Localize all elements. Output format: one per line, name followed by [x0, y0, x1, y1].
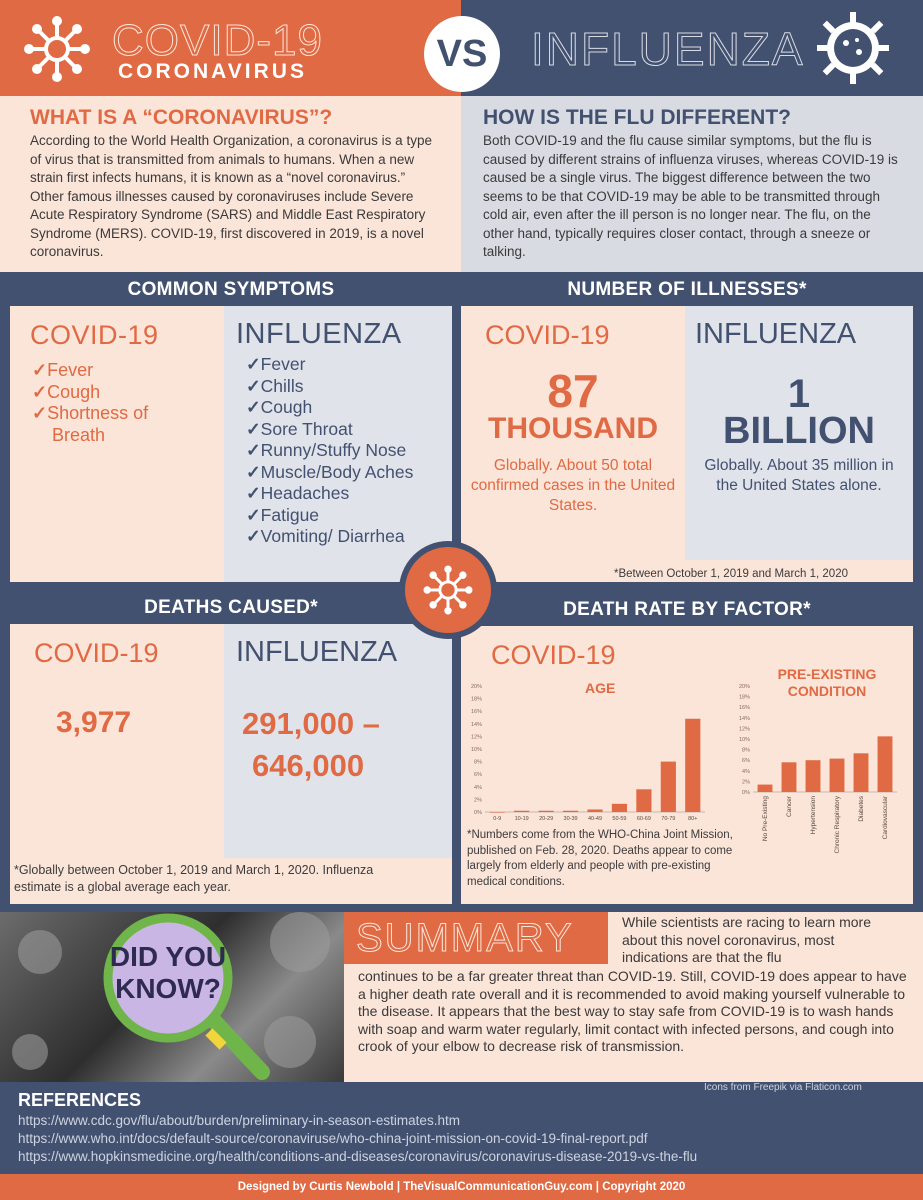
- y-tick-label: 18%: [738, 694, 750, 701]
- y-tick-label: 0%: [474, 810, 482, 816]
- y-tick-label: 0%: [742, 790, 750, 796]
- intro-coronavirus-heading: WHAT IS A “CORONAVIRUS”?: [30, 106, 333, 129]
- bar: [878, 736, 893, 792]
- list-item: ✓ Sore Throat: [246, 419, 451, 441]
- x-tick-label: Chronic Respiratory: [834, 796, 841, 854]
- list-item: ✓ Runny/Stuffy Nose: [246, 440, 451, 462]
- bar: [830, 759, 845, 792]
- x-tick-label: 50-59: [612, 816, 627, 822]
- illnesses-covid-unit: THOUSAND: [488, 412, 658, 445]
- x-tick-label: Cardiovascular: [882, 796, 889, 840]
- y-tick-label: 14%: [738, 715, 750, 722]
- vs-badge: VS: [424, 16, 500, 92]
- y-tick-label: 16%: [470, 709, 482, 716]
- header-covid-banner: [0, 0, 461, 96]
- y-tick-label: 20%: [738, 684, 750, 690]
- summary-text-top: While scientists are racing to learn more about this novel coronavirus, most indications are that the flu: [622, 914, 871, 965]
- deaths-footnote: *Globally between October 1, 2019 and March 1, 2020. Influenza estimate is a global average each year.: [14, 863, 374, 894]
- footer-credit: Designed by Curtis Newbold | TheVisualCommunicationGuy.com | Copyright 2020: [0, 1174, 923, 1200]
- illnesses-covid-number: 87: [547, 365, 599, 417]
- x-tick-label: Cancer: [786, 796, 793, 817]
- list-item: ✓ Chills: [246, 376, 451, 398]
- reference-link-hopkins[interactable]: https://www.hopkinsmedicine.org/health/conditions-and-diseases/coronavirus/coronavirus-disease-2019-vs-the-flu: [18, 1149, 698, 1164]
- virus-icon: [22, 14, 92, 84]
- list-item: ✓ Vomiting/ Diarrhea: [246, 526, 451, 548]
- y-tick-label: 8%: [742, 747, 750, 754]
- age-bar-chart: [461, 680, 711, 826]
- illnesses-flu-number: 1: [787, 372, 811, 416]
- summary-title-box: [344, 912, 608, 964]
- list-item: ✓ Fever: [246, 354, 451, 376]
- deaths-covid-label: COVID-19: [34, 638, 159, 668]
- list-item: ✓ Headaches: [246, 483, 451, 505]
- illnesses-flu-box: [685, 306, 913, 582]
- list-item: ✓ Cough: [32, 382, 202, 404]
- reference-link-cdc[interactable]: https://www.cdc.gov/flu/about/burden/preliminary-in-season-estimates.htm: [18, 1113, 460, 1128]
- intro-flu-text: Both COVID-19 and the flu cause similar symptoms, but the flu is caused by different strains of influenza viruses, whereas COVID-19 is caused be a single virus. The biggest difference between the two seems to be that COVID-19 may be able to be transmitted through cold air, even after the ill person is no longer near. The flu, on the other hand, typically requires closer contact, through a sneeze or talking.: [483, 133, 898, 259]
- list-item: ✓ Shortness of Breath: [32, 403, 202, 446]
- list-item: ✓ Muscle/Body Aches: [246, 462, 451, 484]
- symptoms-flu-list: [246, 354, 451, 548]
- death-rate-box: [461, 626, 913, 904]
- bar: [514, 811, 529, 812]
- chart-condition-title: PRE-EXISTING CONDITION: [777, 666, 877, 699]
- illnesses-flu-text: Globally. About 35 million in the United States alone.: [704, 457, 894, 494]
- reference-link-who[interactable]: https://www.who.int/docs/default-source/coronaviruse/who-china-joint-mission-on-covid-19-final-report.pdf: [18, 1131, 648, 1146]
- bar: [806, 760, 821, 792]
- death-rate-title: DEATH RATE BY FACTOR*: [563, 599, 811, 620]
- x-tick-label: 60-69: [636, 816, 651, 822]
- intro-coronavirus-section: [0, 96, 461, 272]
- bar: [661, 762, 676, 812]
- header-influenza-banner: [461, 0, 923, 96]
- illnesses-flu-unit: BILLION: [723, 410, 875, 452]
- bar: [854, 753, 869, 792]
- illnesses-covid-text: Globally. About 50 total confirmed cases in the United States.: [470, 457, 676, 514]
- list-item: ✓ Cough: [246, 397, 451, 419]
- y-tick-label: 4%: [742, 768, 750, 775]
- x-tick-label: 10-19: [514, 816, 529, 822]
- x-tick-label: Diabetes: [858, 796, 865, 822]
- list-item: ✓ Fever: [32, 360, 202, 382]
- references-title: REFERENCES: [18, 1090, 142, 1110]
- header-influenza-title: INFLUENZA: [531, 23, 805, 75]
- y-tick-label: 10%: [738, 737, 750, 743]
- illnesses-footnote: *Between October 1, 2019 and March 1, 2020: [614, 568, 848, 580]
- did-you-know-photo: [0, 912, 344, 1082]
- illnesses-flu-label: INFLUENZA: [695, 318, 857, 350]
- y-tick-label: 2%: [474, 797, 482, 804]
- deaths-flu-number-line2: 646,000: [252, 748, 365, 783]
- x-tick-label: 0-9: [493, 816, 502, 822]
- bar: [490, 812, 505, 813]
- y-tick-label: 16%: [738, 705, 750, 712]
- y-tick-label: 2%: [742, 779, 750, 786]
- bar: [685, 719, 700, 812]
- bar: [587, 809, 602, 812]
- symptoms-title: COMMON SYMPTOMS: [127, 279, 335, 300]
- y-tick-label: 12%: [470, 734, 482, 741]
- symptoms-covid-list: [32, 360, 202, 446]
- bar: [636, 789, 651, 812]
- symptoms-covid-box: [10, 306, 224, 582]
- illnesses-covid-box: [461, 306, 685, 582]
- condition-bar-chart: [729, 680, 913, 900]
- intro-coronavirus-text: According to the World Health Organization, a coronavirus is a type of virus that is transmitted from animals to humans. When a new strain first infects humans, it is known as a “novel coronavirus.” Other famous illnesses caused by coronaviruses include Severe Acute Respiratory Syndrome (SARS) and Middle East Respiratory Syndrome (MERS). COVID-19, first discovered in 2019, is a novel coronavirus.: [30, 133, 432, 259]
- bar: [612, 804, 627, 812]
- bar: [782, 762, 797, 792]
- y-tick-label: 6%: [474, 772, 482, 779]
- intro-flu-section: [461, 96, 923, 272]
- deaths-title: DEATHS CAUSED*: [144, 597, 318, 618]
- deaths-flu-label: INFLUENZA: [236, 636, 398, 668]
- summary-text-bottom: continues to be a far greater threat than COVID-19. Still, COVID-19 does appear to have a higher death rate overall and it is recommended to avoid making yourself vulnerable to the disease. It appears that the best way to stay safe from COVID-19 is to wash hands with soap and warm water regularly, limit contact with infected persons, and cough into crook of your elbow to decrease risk of transmission.: [358, 968, 907, 1054]
- y-tick-label: 18%: [470, 696, 482, 703]
- icons-credit: Icons from Freepik via Flaticon.com: [704, 1082, 862, 1093]
- did-you-know-line1: DID YOU: [109, 941, 227, 972]
- y-tick-label: 4%: [474, 784, 482, 791]
- bar: [758, 785, 773, 792]
- bar: [563, 811, 578, 812]
- summary-title: SUMMARY: [356, 916, 574, 960]
- symptoms-covid-label: COVID-19: [30, 320, 159, 350]
- chart-age-title: AGE: [585, 680, 616, 696]
- illnesses-covid-label: COVID-19: [485, 320, 610, 350]
- y-tick-label: 14%: [470, 721, 482, 728]
- y-tick-label: 8%: [474, 759, 482, 766]
- x-tick-label: 40-49: [587, 816, 603, 822]
- intro-flu-heading: HOW IS THE FLU DIFFERENT?: [483, 106, 791, 129]
- y-tick-label: 10%: [470, 747, 482, 753]
- germ-icon: [813, 8, 893, 88]
- death-rate-covid-label: COVID-19: [491, 640, 616, 670]
- did-you-know-line2: KNOW?: [115, 973, 221, 1004]
- references-section: [0, 1082, 923, 1174]
- y-tick-label: 12%: [738, 726, 750, 733]
- y-tick-label: 20%: [470, 684, 482, 690]
- virus-icon: [422, 564, 474, 616]
- x-tick-label: 30-39: [563, 816, 578, 822]
- x-tick-label: 20-29: [539, 816, 554, 822]
- header-covid-title: COVID-19: [112, 16, 323, 65]
- illnesses-title: NUMBER OF ILLNESSES*: [567, 279, 807, 300]
- center-virus-badge: [399, 541, 497, 639]
- x-tick-label: No Pre-Existing: [762, 796, 769, 842]
- bar: [539, 811, 554, 812]
- x-tick-label: 80+: [688, 816, 698, 822]
- symptoms-flu-label: INFLUENZA: [236, 318, 402, 350]
- symptoms-flu-box: [224, 306, 452, 582]
- header-covid-subtitle: CORONAVIRUS: [118, 60, 307, 83]
- y-tick-label: 6%: [742, 758, 750, 765]
- deaths-covid-number: 3,977: [56, 706, 132, 739]
- x-tick-label: 70-79: [661, 816, 676, 822]
- list-item: ✓ Fatigue: [246, 505, 451, 527]
- deaths-flu-number-line1: 291,000 –: [242, 706, 380, 741]
- x-tick-label: Hypertension: [810, 796, 817, 835]
- death-rate-note: *Numbers come from the WHO-China Joint Mission, published on Feb. 28, 2020. Deaths appear to come largely from elderly and people with pre-existing medical conditions.: [467, 829, 733, 888]
